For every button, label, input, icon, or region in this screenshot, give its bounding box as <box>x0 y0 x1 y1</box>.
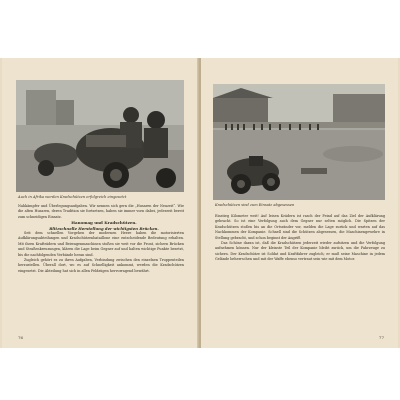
motorcycle-troops-illustration <box>16 80 184 192</box>
right-page-number: 77 <box>378 335 384 340</box>
left-body-text: Seit dem schnellen Vorgehen der modernen Heere haben die motorisierten Aufklärungsabteilungen und Kradschützenbataillone eine entscheidende Bedeutung erhalten. Mit ihren Krafträdern und Beiwagenmaschinen stoßen sie weit vor die Front, sichern Brücken und Straßenkreuzungen, klären die Lage beim Gegner auf und halten wichtige Punkte besetzt, bis die nachfolgenden Verbände heran sind. <box>18 231 184 257</box>
right-body-text: Einstieg Kilometer weit! Auf leisen Krädern ist rasch der Feind auf das Ziel der Aufklärung gebracht. So ist eine Verfolgung auch dem Gegner nur selten möglich. Die Spitzen der Kradschützen stoßen bis an die Ortsränder vor, melden die Lage zurück und warten auf das Nachkommen der Kompanie. Schnell sind die Schützen abgesessen, die Maschinengewehre in Stellung gebracht, und schon beginnt der Angriff. <box>215 214 385 240</box>
field-column-illustration <box>213 84 385 200</box>
left-heading: Hanomag und Kradschützen. <box>71 220 137 226</box>
photo-motorcycle-troops <box>16 80 184 192</box>
left-subheading: Blitzschnelle Herstellung der wichtigsten Brücken. <box>49 225 159 231</box>
left-page <box>2 58 199 348</box>
left-page-number: 76 <box>18 335 24 340</box>
left-text-block <box>18 204 184 274</box>
right-body-text-2: Das Schöne daran ist, daß die Kradschützen jederzeit wieder aufsitzen und die Verfolgung aufnehmen können. Nur der kleinste Teil der Kompanie bleibt zurück, um die Fahrzeuge zu sichern. Der Kradschütze ist Soldat und Kraftfahrer zugleich; er muß seine Maschine in jedem Gelände beherrschen und mit der Waffe ebenso vertraut sein wie mit dem Motor. <box>215 241 385 262</box>
left-intro-text: Nahkämpfer und Überlegungsaufgaben. Wir nennen sich gern die „Husaren der Neuzeit“. Wie die alten Husaren, deren Tradition sie fortsetzen, haben sie immer vorn dabei, jederzeit bereit zum schneidigen Einsatz. <box>18 204 184 219</box>
left-photo-caption: Auch in Afrika werden Kradschützen erfolgreich eingesetzt <box>18 195 127 199</box>
photo-field-column <box>213 84 385 200</box>
right-text-block <box>215 214 385 263</box>
left-body-text-2: Zugleich gehört es zu ihren Aufgaben, Verbindung zwischen den einzelnen Truppenteilen herzustellen. Überall dort, wo es auf Schnelligkeit ankommt, werden die Kradschützen eingesetzt. Die Abteilung hat sich in allen Feldzügen hervorragend bewährt. <box>18 258 184 273</box>
right-photo-caption: Kradschützen sind zum Einsatz abgesessen <box>215 203 295 207</box>
open-book <box>0 58 400 348</box>
right-page <box>201 58 398 348</box>
